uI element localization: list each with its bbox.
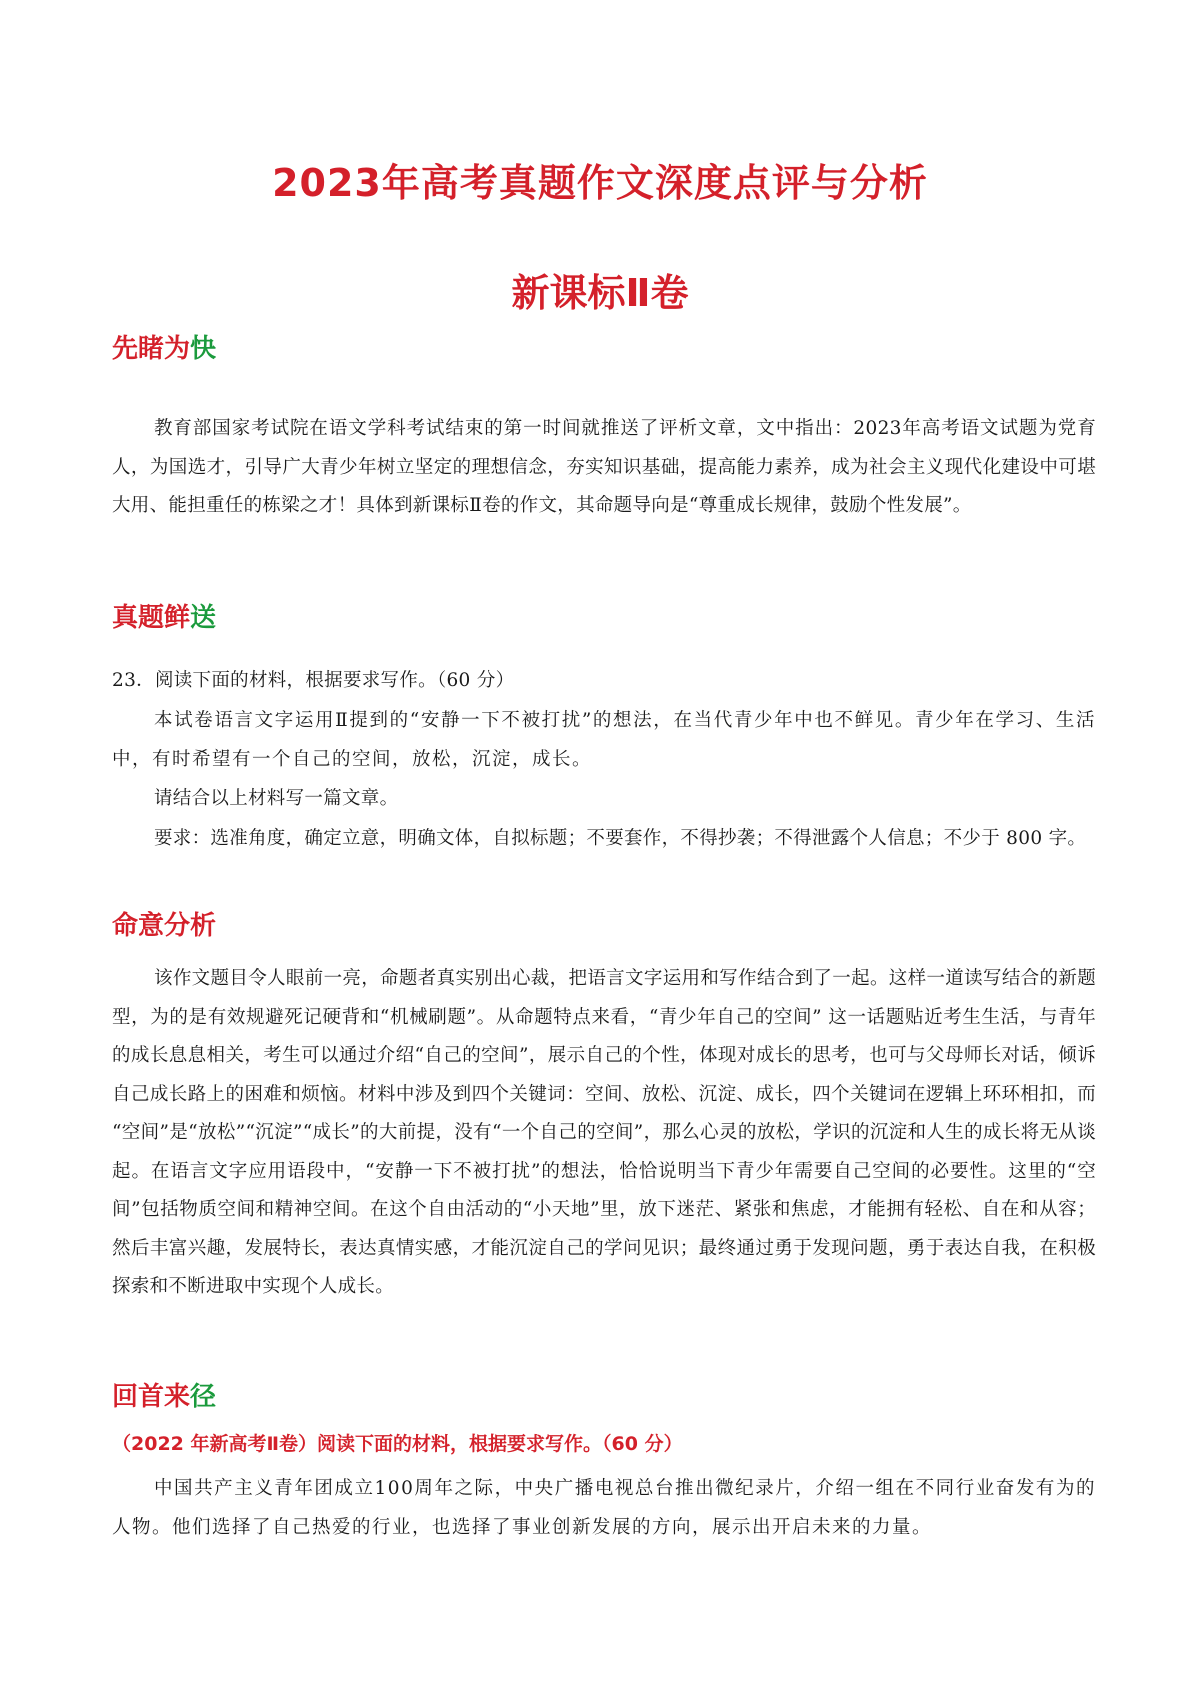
review-paragraph: 中国共产主义青年团成立100周年之际，中央广播电视总台推出微纪录片，介绍一组在不同行业奋发有为的人物。他们选择了自己热爱的行业，也选择了事业创新发展的方向，展示出开启未来的力量。 <box>112 1478 1096 1538</box>
heading-red-part: 回首来 <box>112 1382 191 1412</box>
heading-green-part: 快 <box>190 334 217 364</box>
heading-red-part: 真题鲜 <box>112 603 191 633</box>
analysis-paragraph: 该作文题目令人眼前一亮，命题者真实别出心裁，把语言文字运用和写作结合到了一起。这样一道读写结合的新题型，为的是有效规避死记硬背和“机械刷题”。从命题特点来看，“青少年自己的空间” 这一话题贴近考生生活，与青年的成长息息相关，考生可以通过介绍“自己的空间”，展示自己的个性，体现对成长的思考，也可与父母师长对话，倾诉自己成长路上的困难和烦恼。材料中涉及到四个关键词：空间、放松、沉淀、成长，四个关键词在逻辑上环环相扣，而 “空间”是“放松”“沉淀”“成长”的大前提，没有“一个自己的空间”，那么心灵的放松，学识的沉淀和人生的成长将无从谈起。在语言文字应用语段中，“安静一下不被打扰”的想法，恰恰说明当下青少年需要自己空间的必要性。这里的“空间”包括物质空间和精神空间。在这个自由活动的“小天地”里，放下迷茫、紧张和焦虑，才能拥有轻松、自在和从容；然后丰富兴趣，发展特长，表达真情实感，才能沉淀自己的学问见识；最终通过勇于发现问题，勇于表达自我，在积极探索和不断进取中实现个人成长。 <box>112 968 1096 1297</box>
section-heading-analysis <box>112 908 216 944</box>
heading-green-part: 送 <box>190 603 217 633</box>
document-title: 2023年高考真题作文深度点评与分析 <box>272 161 928 205</box>
exam-instruction: 请结合以上材料写一篇文章。 <box>154 788 399 809</box>
exam-requirements: 要求：选准角度，确定立意，明确文体，自拟标题；不要套作，不得抄袭；不得泄露个人信息；不少于 800 字。 <box>154 828 1087 849</box>
heading-green-part: 径 <box>190 1382 217 1412</box>
review-subheading: （2022 年新高考Ⅱ卷）阅读下面的材料，根据要求写作。（60 分） <box>112 1433 683 1455</box>
heading-red-part: 先睹为 <box>112 334 191 364</box>
quick-look-paragraph: 教育部国家考试院在语文学科考试结束的第一时间就推送了评析文章，文中指出：2023年高考语文试题为党育人，为国选才，引导广大青少年树立坚定的理想信念，夯实知识基础，提高能力素养，成为社会主义现代化建设中可堪大用、能担重任的栋梁之才！具体到新课标Ⅱ卷的作文，其命题导向是“尊重成长规律，鼓励个性发展”。 <box>112 418 1096 516</box>
heading-red-part: 命意分析 <box>112 911 217 941</box>
section-heading-exam-question <box>112 600 216 636</box>
section-heading-review <box>112 1379 216 1415</box>
section-heading-quick-look <box>112 331 216 367</box>
exam-question-line: 23．阅读下面的材料，根据要求写作。（60 分） <box>112 670 515 691</box>
exam-material: 本试卷语言文字运用Ⅱ提到的“安静一下不被打扰”的想法，在当代青少年中也不鲜见。青少年在学习、生活中，有时希望有一个自己的空间，放松，沉淀，成长。 <box>112 710 1096 770</box>
document-subtitle: 新课标Ⅱ卷 <box>511 271 689 315</box>
